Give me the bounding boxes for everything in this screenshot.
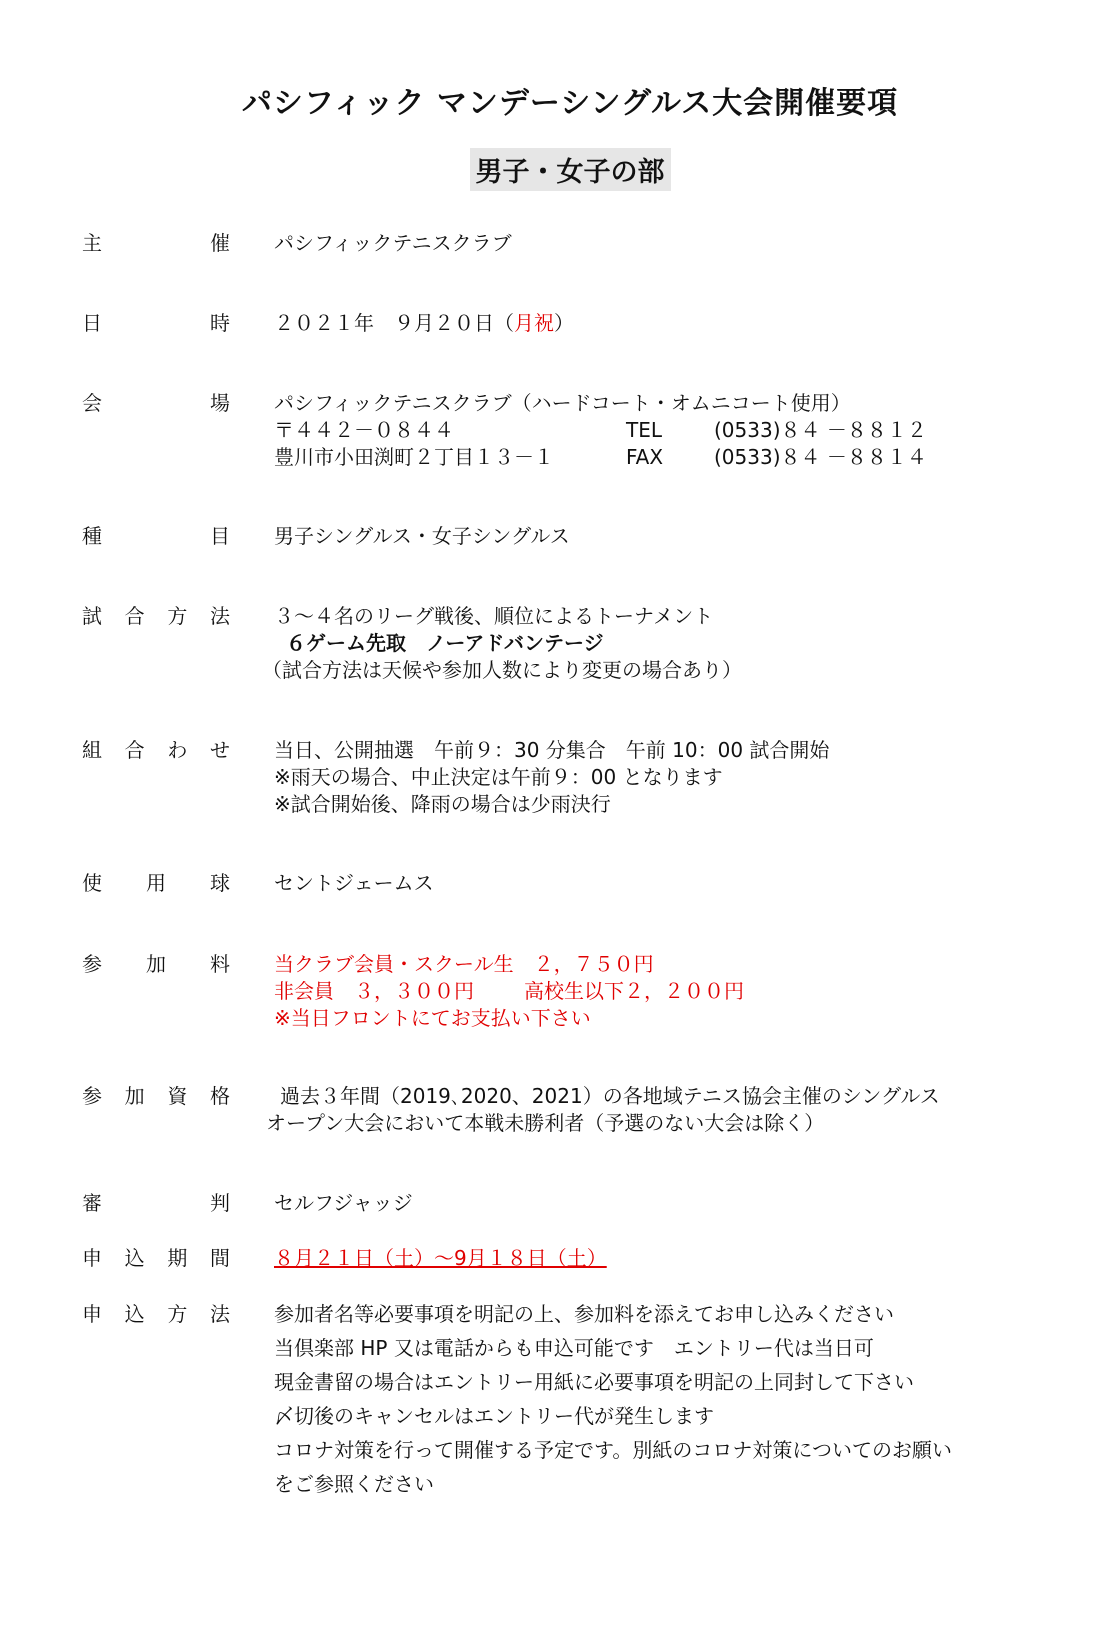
fee-payment-note: ※当日フロントにてお支払い下さい: [274, 1006, 591, 1030]
period-label: 申 込 期 間: [82, 1246, 230, 1270]
draw-value: [274, 737, 1094, 818]
events-value: 男子シングルス・女子シングルス: [274, 524, 570, 548]
fee-label: 参 加 料: [82, 952, 230, 976]
eligibility-label: 参 加 資 格: [82, 1084, 230, 1108]
tel-label: TEL: [626, 418, 662, 442]
fax-number: (0533)８４ －８８１４: [714, 445, 927, 469]
document-subtitle: 男子・女子の部: [470, 148, 671, 191]
datetime-value: ２０２１年 ９月２０日（月祝）: [274, 311, 574, 335]
document-title: パシフィック マンデーシングルス大会開催要項: [241, 86, 899, 121]
ball-value: セントジェームス: [274, 871, 434, 895]
application-period: ８月２１日（土）～9月１８日（土）: [274, 1246, 607, 1270]
eligibility-line-2: オープン大会において本戦未勝利者（予選のない大会は除く）: [266, 1111, 825, 1135]
method-value: [274, 1297, 1094, 1501]
fee-non-member: 非会員 ３，３００円: [274, 979, 474, 1003]
eligibility-line-1: 過去３年間（2019､2020、2021）の各地域テニス協会主催のシングルス: [280, 1084, 940, 1108]
method-line: 〆切後のキャンセルはエントリー代が発生します: [274, 1404, 714, 1428]
event-day: 月祝: [514, 311, 554, 335]
host-label: 主 催: [82, 231, 230, 255]
format-line-1: ３～４名のリーグ戦後、順位によるトーナメント: [274, 604, 714, 628]
venue-address: 豊川市小田渕町２丁目１３－１: [274, 445, 554, 469]
format-value: [262, 603, 1094, 684]
fax-label: FAX: [626, 445, 664, 469]
period-value: [274, 1245, 1094, 1272]
format-line-2: ６ゲーム先取 ノーアドバンテージ: [286, 631, 604, 655]
draw-line-1: 当日、公開抽選 午前９：30 分集合 午前 10：00 試合開始: [274, 738, 830, 762]
ball-label: 使 用 球: [82, 871, 230, 895]
venue-postal: 〒４４２－０８４４: [274, 418, 454, 442]
fee-value: [274, 951, 1094, 1032]
event-date: ２０２１年 ９月２０日（: [274, 311, 514, 335]
tel-number: (0533)８４ －８８１２: [714, 418, 927, 442]
method-line: 参加者名等必要事項を明記の上、参加料を添えてお申し込みください: [274, 1302, 894, 1326]
eligibility-value: [266, 1083, 1094, 1137]
format-line-3: （試合方法は天候や参加人数により変更の場合あり）: [262, 658, 742, 682]
referee-label: 審 判: [82, 1191, 230, 1215]
fee-student: 高校生以下２，２００円: [524, 979, 744, 1003]
draw-line-3: ※試合開始後、降雨の場合は少雨決行: [274, 792, 611, 816]
draw-label: 組 合 わ せ: [82, 738, 230, 762]
events-label: 種 目: [82, 524, 230, 548]
method-line: をご参照ください: [274, 1472, 434, 1496]
fee-member: 当クラブ会員・スクール生 ２，７５０円: [274, 952, 654, 976]
method-line: コロナ対策を行って開催する予定です。別紙のコロナ対策についてのお願い: [274, 1438, 952, 1462]
host-value: パシフィックテニスクラブ: [274, 231, 512, 255]
venue-label: 会 場: [82, 391, 230, 415]
referee-value: セルフジャッジ: [274, 1191, 413, 1215]
method-label: 申 込 方 法: [82, 1302, 230, 1326]
method-line: 当倶楽部 HP 又は電話からも申込可能です エントリー代は当日可: [274, 1336, 874, 1360]
draw-line-2: ※雨天の場合、中止決定は午前９：00 となります: [274, 765, 723, 789]
venue-value: [274, 390, 1094, 471]
venue-name: パシフィックテニスクラブ（ハードコート・オムニコート使用）: [274, 391, 851, 415]
datetime-label: 日 時: [82, 311, 230, 335]
method-line: 現金書留の場合はエントリー用紙に必要事項を明記の上同封して下さい: [274, 1370, 914, 1394]
format-label: 試 合 方 法: [82, 604, 230, 628]
